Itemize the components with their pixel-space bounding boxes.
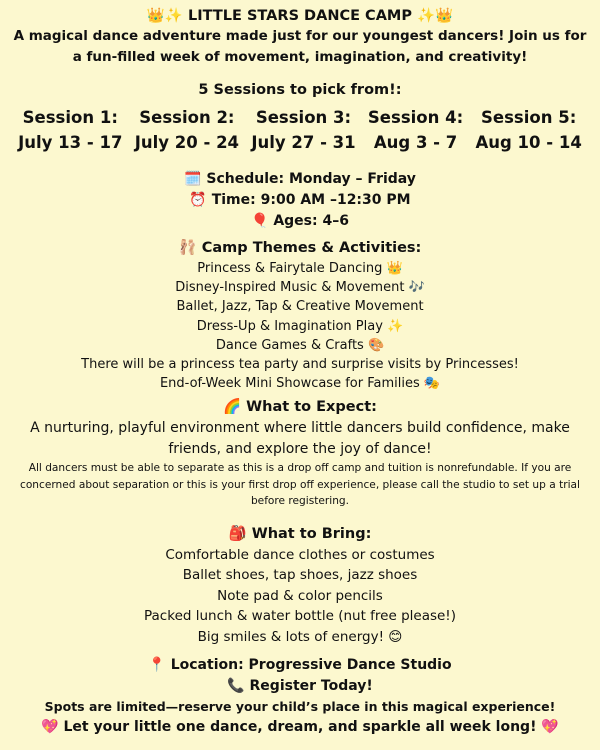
bring-item: Note pad & color pencils <box>217 587 383 604</box>
session-dates: July 13 - 17 <box>18 133 123 152</box>
bring-item: Packed lunch & water bottle (nut free please!) <box>144 608 456 625</box>
bring-item: Comfortable dance clothes or costumes <box>165 546 435 563</box>
theme-item: Dress-Up & Imagination Play ✨ <box>196 318 404 334</box>
camp-title: 👑✨ LITTLE STARS DANCE CAMP ✨👑 <box>146 8 454 24</box>
session-3 <box>251 105 355 155</box>
expect-section <box>8 397 592 510</box>
session-4 <box>368 105 463 155</box>
theme-item: There will be a princess tea party and surprise visits by Princesses! <box>81 357 519 373</box>
bring-item: Big smiles & lots of energy! 😊 <box>197 628 403 645</box>
expect-heading: 🌈 What to Expect: <box>223 399 377 416</box>
bring-section <box>8 524 592 647</box>
theme-item: Disney-Inspired Music & Movement 🎶 <box>175 280 425 296</box>
limited-line: Spots are limited—reserve your child’s place in this magical experience! <box>44 698 556 714</box>
schedule-line: 🗓️ Schedule: Monday – Friday <box>184 171 416 187</box>
bring-heading: 🎒 What to Bring: <box>228 525 372 542</box>
session-dates: July 20 - 24 <box>134 133 240 152</box>
theme-item: Ballet, Jazz, Tap & Creative Movement <box>176 299 424 315</box>
expect-text: A nurturing, playful environment where little dancers build confidence, make friends, and explore the joy of dance! <box>30 420 570 458</box>
theme-item: Princess & Fairytale Dancing 👑 <box>197 261 403 276</box>
closing-line: 💖 Let your little one dance, dream, and sparkle all week long! 💖 <box>41 718 559 735</box>
session-label: Session 1: <box>22 108 118 127</box>
theme-item: End-of-Week Mini Showcase for Families 🎭 <box>159 376 441 392</box>
themes-heading: 🩰 Camp Themes & Activities: <box>178 240 422 256</box>
sessions-list <box>12 105 588 155</box>
sessions-heading: 5 Sessions to pick from!: <box>198 82 402 98</box>
session-label: Session 3: <box>255 108 352 127</box>
session-label: Session 2: <box>139 108 235 127</box>
session-5 <box>475 105 581 155</box>
ages-line: 🎈 Ages: 4–6 <box>251 213 349 229</box>
footer-section <box>8 655 592 738</box>
camp-intro: A magical dance adventure made just for our youngest dancers! Join us for a fun-filled week of movement, imagination, and creativity! <box>13 28 587 65</box>
session-1 <box>18 105 122 155</box>
time-line: ⏰ Time: 9:00 AM –12:30 PM <box>189 192 411 208</box>
themes-section <box>8 238 592 393</box>
bring-item: Ballet shoes, tap shoes, jazz shoes <box>182 567 418 584</box>
session-dates: July 27 - 31 <box>251 133 356 152</box>
session-dates: Aug 10 - 14 <box>475 133 582 152</box>
register-line: 📞 Register Today! <box>227 677 373 694</box>
session-dates: Aug 3 - 7 <box>373 133 458 152</box>
session-2 <box>135 105 239 155</box>
session-label: Session 4: <box>367 108 464 127</box>
location-line: 📍 Location: Progressive Dance Studio <box>148 656 452 673</box>
camp-details <box>8 169 592 232</box>
session-label: Session 5: <box>481 108 577 127</box>
dropoff-note: All dancers must be able to separate as this is a drop off camp and tuition is nonrefundable. If you are concerned about separation or this is your first drop off experience, please call the studio to set up a trial before registering. <box>20 462 580 508</box>
theme-item: Dance Games & Crafts 🎨 <box>215 337 385 353</box>
